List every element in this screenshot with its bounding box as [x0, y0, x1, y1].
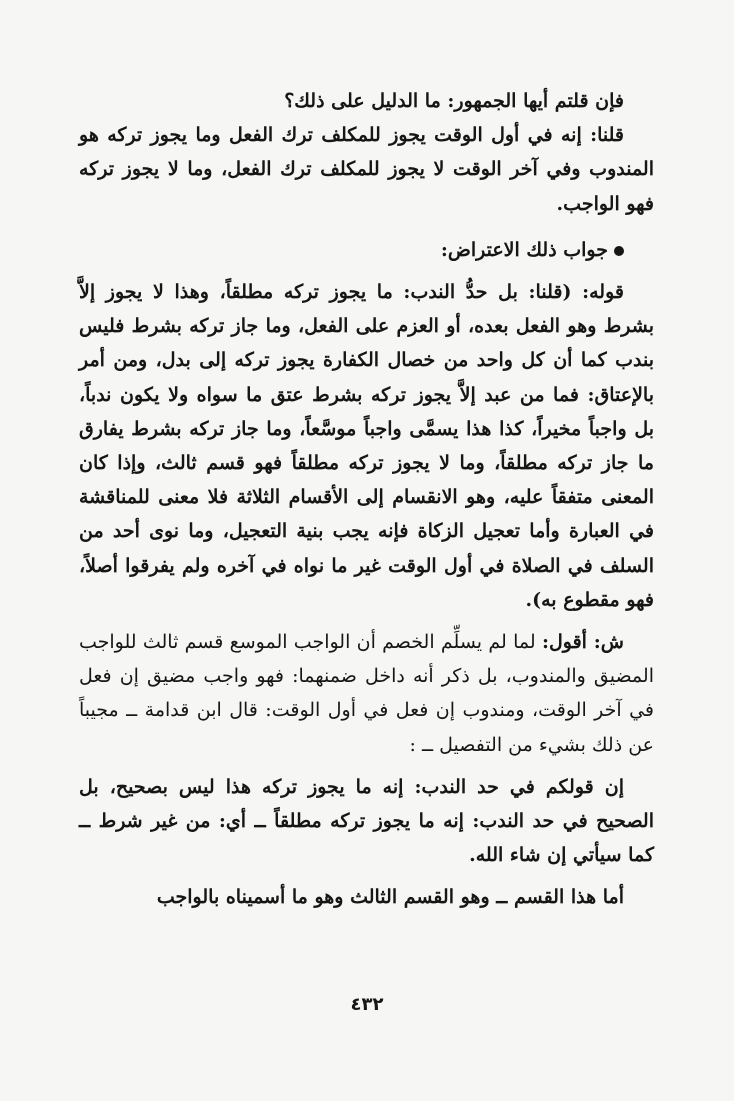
answer-paragraph: قلنا: إنه في أول الوقت يجوز للمكلف ترك الفعل وما يجوز تركه هو المندوب وفي آخر الوقت لا يجوز للمكلف ترك الفعل، وما لا يجوز تركه فهو الواجب.: [79, 124, 654, 215]
definition-paragraph: إن قولكم في حد الندب: إنه ما يجوز تركه هذا ليس بصحيح، بل الصحيح في حد الندب: إنه ما يجوز تركه مطلقاً ــ أي: من غير شرط ــ كما سيأتي إن شاء الله.: [79, 775, 654, 867]
section-heading: [79, 233, 654, 267]
commentary-text: لما لم يسلِّم الخصم أن الواجب الموسع قسم ثالث للواجب المضيق والمندوب، بل ذكر أنه داخل ضمنهما: فهو واجب مضيق إن فعل في آخر الوقت، ومندوب إن فعل في أول الوقت: قال ابن قدامة ــ مجيباً عن ذلك بشيء من التفصيل ــ :: [79, 631, 654, 756]
commentary-paragraph: [79, 625, 654, 762]
text-column: [79, 84, 654, 915]
page-number: ٤٣٢: [350, 994, 384, 1015]
bullet-icon: [614, 246, 624, 256]
commentary-label: ش: أقول:: [541, 631, 624, 654]
closing-paragraph: أما هذا القسم ــ وهو القسم الثالث وهو ما أسميناه بالواجب: [156, 886, 624, 909]
quoted-text-paragraph: قوله: (قلنا: بل حدُّ الندب: ما يجوز تركه مطلقاً، وهذا لا يجوز إلاَّ بشرط وهو الفعل بعده، أو العزم على الفعل، وما جاز تركه بشرط فليس بندب كما أن كل واحد من خصال الكفارة يجوز تركه إلى بدل، ومن أمر بالإعتاق: فما من عبد إلاَّ يجوز تركه بشرط عتق ما سواه ولا يكون ندباً، بل واجباً مخيراً، كذا هذا يسمَّى واجباً موسَّعاً، وما جاز تركه بشرط يفارق ما جاز تركه مطلقاً، وما لا يجوز تركه مطلقاً فهو قسم ثالث، وإذا كان المعنى متفقاً عليه، وهو الانقسام إلى الأقسام الثلاثة فلا معنى للمناقشة في العبارة وأما تعجيل الزكاة فإنه يجب بنية التعجيل، وما نوى أحد من السلف في الصلاة في أول الوقت غير ما نواه في آخره ولم يفرقوا أصلاً، فهو مقطوع به).: [79, 281, 654, 611]
section-heading-text: جواب ذلك الاعتراض:: [440, 238, 608, 261]
question-line: فإن قلتم أيها الجمهور: ما الدليل على ذلك؟: [284, 90, 624, 112]
